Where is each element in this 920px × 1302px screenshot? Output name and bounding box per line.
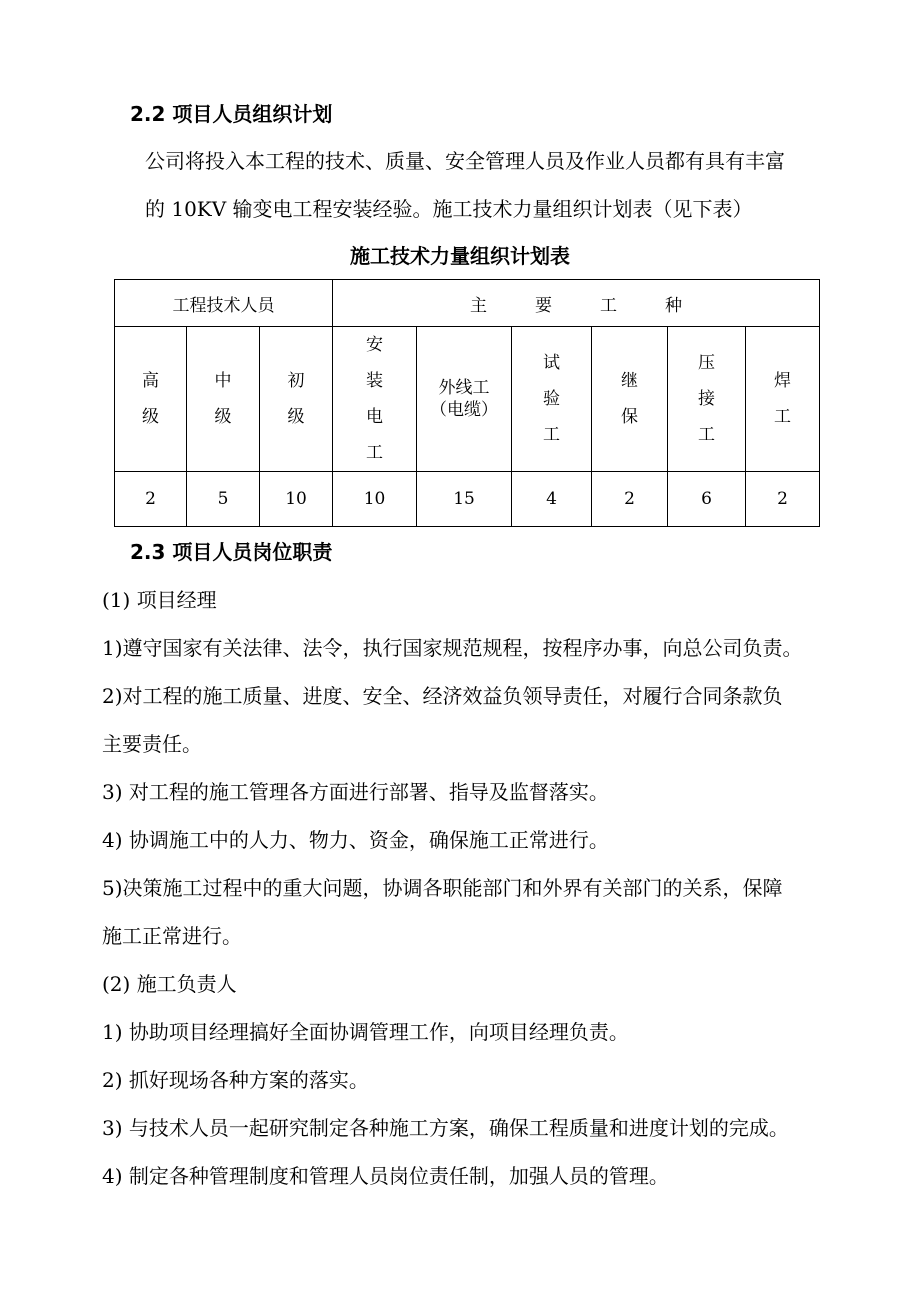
- category-label: 继保: [621, 371, 639, 427]
- table-title: 施工技术力量组织计划表: [350, 244, 570, 268]
- value-cell: 2: [746, 472, 820, 527]
- duty-item: 4) 制定各种管理制度和管理人员岗位责任制，加强人员的管理。: [102, 1164, 669, 1188]
- value-cell: 4: [512, 472, 592, 527]
- table-header-row: [115, 280, 820, 327]
- value-cell: 2: [592, 472, 668, 527]
- category-label: 焊工: [774, 371, 792, 427]
- duty-item: 1)遵守国家有关法律、法令，执行国家规范规程，按程序办事，向总公司负责。: [102, 636, 803, 660]
- category-label: 试验工: [543, 353, 561, 445]
- duty-item: 1) 协助项目经理搞好全面协调管理工作，向项目经理负责。: [102, 1020, 629, 1044]
- header-engineering-staff: 工程技术人员: [115, 280, 333, 327]
- value-cell: 10: [260, 472, 333, 527]
- subsection-project-manager: (1) 项目经理: [102, 588, 217, 612]
- table-value-row: [115, 472, 820, 527]
- duty-item: 主要责任。: [102, 732, 202, 756]
- category-label: 初级: [287, 371, 305, 427]
- category-cell: [592, 327, 668, 472]
- staffing-plan-table: [114, 279, 820, 527]
- value-cell: 6: [668, 472, 746, 527]
- category-cell: [668, 327, 746, 472]
- value-cell: 15: [417, 472, 512, 527]
- category-cell: [260, 327, 333, 472]
- intro-paragraph-line-1: 公司将投入本工程的技术、质量、安全管理人员及作业人员都有具有丰富: [145, 149, 785, 173]
- category-cell: [746, 327, 820, 472]
- section-2-2-heading: 2.2 项目人员组织计划: [130, 102, 333, 126]
- category-label: 安装电工: [366, 335, 384, 463]
- value-cell: 5: [187, 472, 260, 527]
- category-label: 外线工（电缆）: [430, 378, 499, 420]
- value-cell: 2: [115, 472, 187, 527]
- category-cell: [417, 327, 512, 472]
- header-main-trades-label: 主要工种: [470, 295, 731, 316]
- intro-paragraph-line-2: 的 10KV 输变电工程安装经验。施工技术力量组织计划表（见下表）: [145, 197, 753, 221]
- category-cell: [115, 327, 187, 472]
- value-cell: 10: [333, 472, 417, 527]
- category-cell: [512, 327, 592, 472]
- subsection-construction-lead: (2) 施工负责人: [102, 972, 237, 996]
- duty-item: 4) 协调施工中的人力、物力、资金，确保施工正常进行。: [102, 828, 609, 852]
- category-cell: [333, 327, 417, 472]
- category-label: 中级: [214, 371, 232, 427]
- category-label: 高级: [142, 371, 159, 427]
- category-cell: [187, 327, 260, 472]
- duty-item: 2)对工程的施工质量、进度、安全、经济效益负领导责任，对履行合同条款负: [102, 684, 783, 708]
- table-category-row: [115, 327, 820, 472]
- duty-item: 施工正常进行。: [102, 924, 242, 948]
- category-label: 压接工: [698, 353, 716, 445]
- duty-item: 2) 抓好现场各种方案的落实。: [102, 1068, 369, 1092]
- header-main-trades: [333, 280, 820, 327]
- duty-item: 5)决策施工过程中的重大问题，协调各职能部门和外界有关部门的关系，保障: [102, 876, 783, 900]
- section-2-3-heading: 2.3 项目人员岗位职责: [130, 540, 333, 564]
- duty-item: 3) 对工程的施工管理各方面进行部署、指导及监督落实。: [102, 780, 609, 804]
- duty-item: 3) 与技术人员一起研究制定各种施工方案，确保工程质量和进度计划的完成。: [102, 1116, 789, 1140]
